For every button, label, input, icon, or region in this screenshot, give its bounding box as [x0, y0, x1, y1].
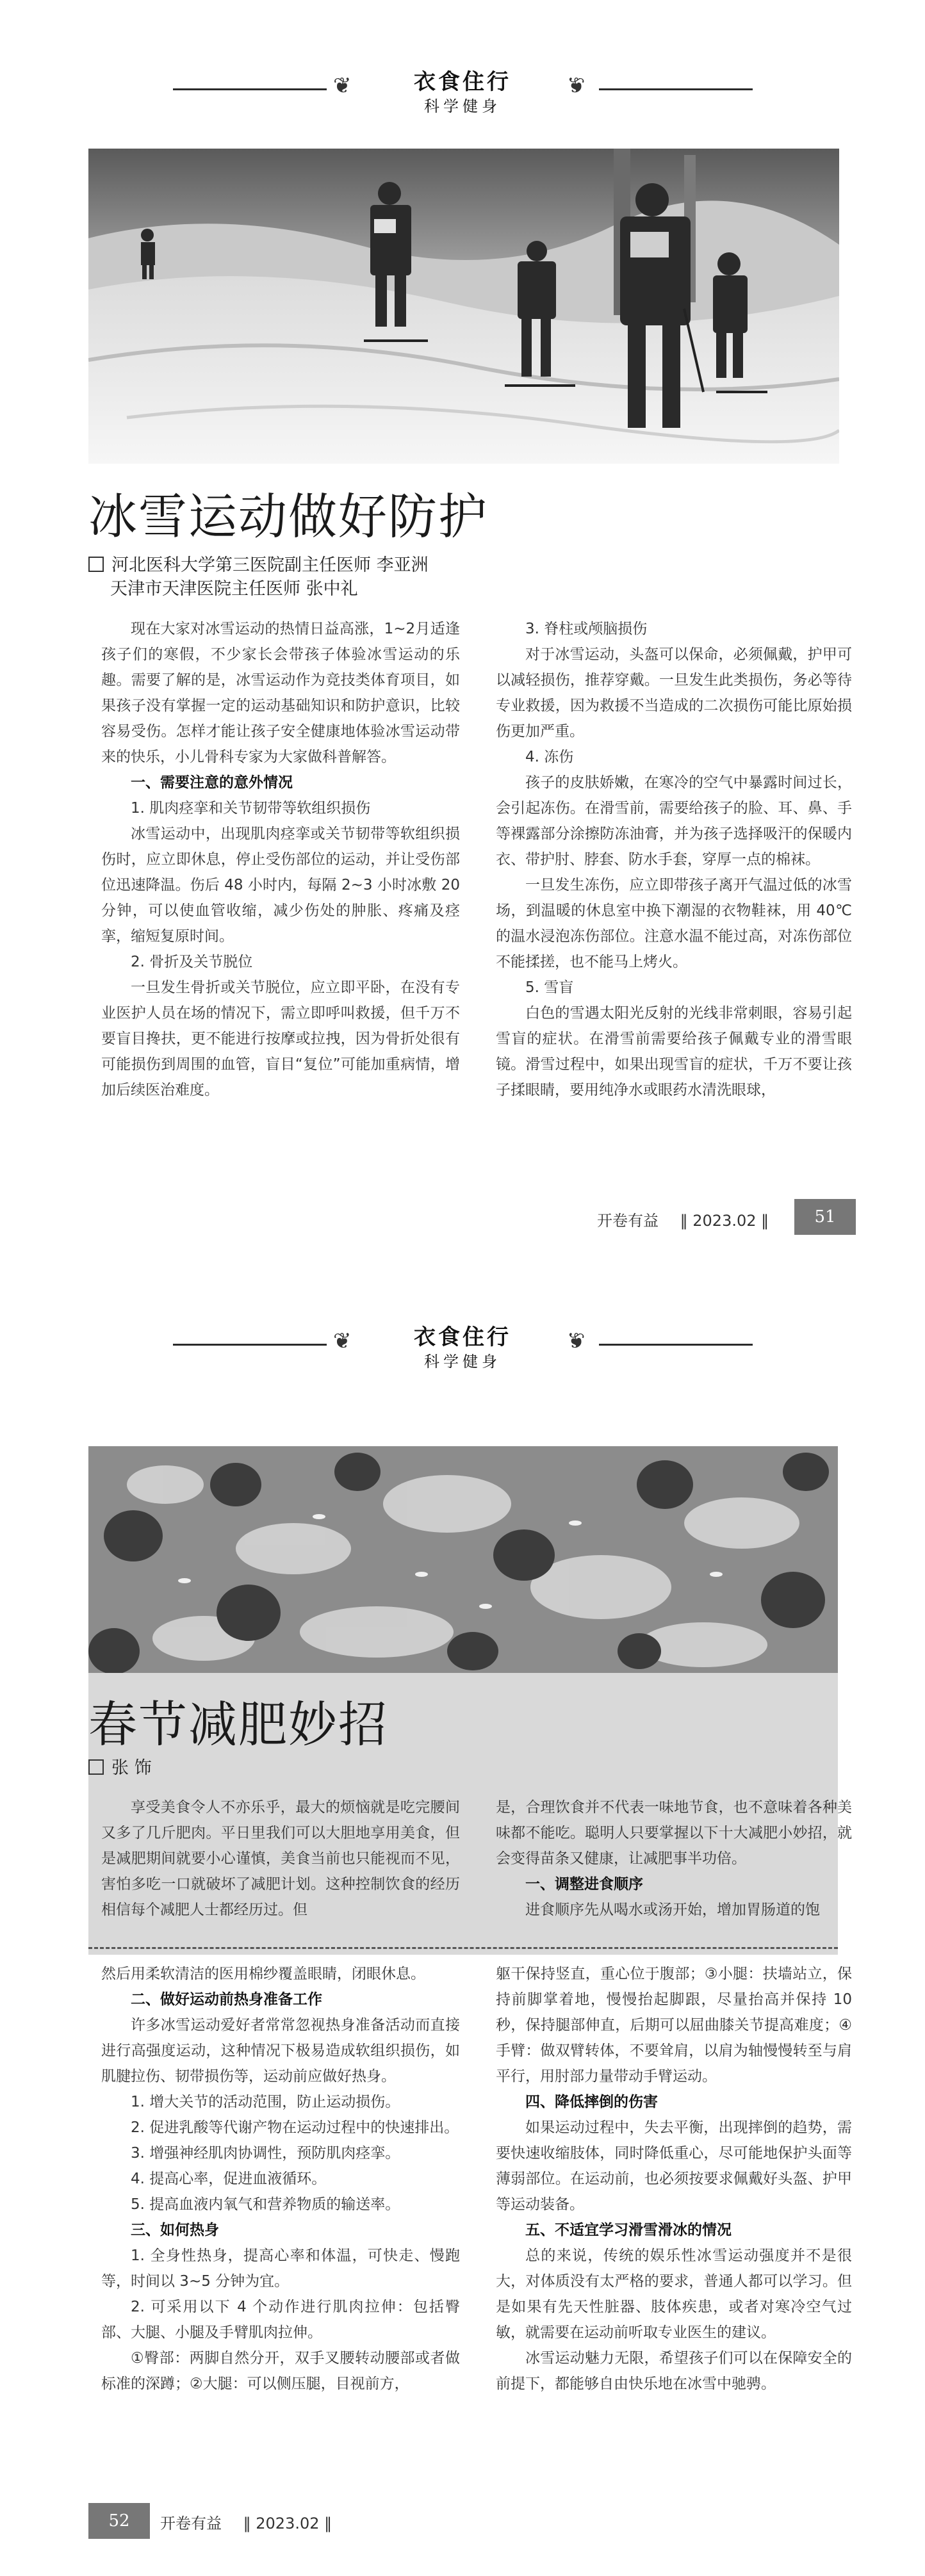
article2-author: 张 饰	[88, 1756, 152, 1780]
article1-title: 冰雪运动做好防护	[88, 488, 488, 545]
skiing-photo	[88, 149, 839, 464]
paragraph: 对于冰雪运动，头盔可以保命，必须佩戴，护甲可以减轻损伤，推荐穿戴。一旦发生此类损伤，务必等待专业救援，因为救援不当造成的二次损伤可能比原始损伤更加严重。	[496, 646, 852, 740]
magazine-name: 开卷有益	[160, 2515, 222, 2532]
column-title: 衣食住行	[414, 69, 511, 95]
section-heading: 二、做好运动前热身准备工作	[131, 1991, 322, 2008]
section-heading: 五、不适宜学习滑雪滑冰的情况	[525, 2222, 732, 2238]
paragraph: 躯干保持竖直，重心位于腹部；③小腿：扶墙站立，保持前脚掌着地，慢慢抬起脚跟，尽量抬高并保持 10 秒，保持腿部伸直，后期可以屈曲膝关节提高难度；④手臂：做双臂转体，不要耸肩，以肩为轴慢慢转至与肩平行，用肘部力量带动手臂运动。	[496, 1966, 852, 2085]
article2-intro-left	[101, 1795, 460, 1923]
section-heading: 三、如何热身	[131, 2222, 219, 2238]
subheading: 2. 骨折及关节脱位	[131, 954, 253, 970]
issue-number: ‖ 2023.02 ‖	[680, 1212, 769, 1230]
subheading: 2. 促进乳酸等代谢产物在运动过程中的快速排出。	[131, 2119, 459, 2136]
paragraph: 总的来说，传统的娱乐性冰雪运动强度并不是很大，对体质没有太严格的要求，普通人都可以学习。但是如果有先天性脏器、肢体疾患，或者对寒冷空气过敏，就需要在运动前听取专业医生的建议。	[496, 2247, 852, 2341]
page-number-51: 51	[794, 1199, 856, 1235]
cut-line	[88, 1947, 838, 1949]
paragraph: 一旦发生冻伤，应立即带孩子离开气温过低的冰雪场，到温暖的休息室中换下潮湿的衣物鞋袜，用 40℃的温水浸泡冻伤部位。注意水温不能过高，对冻伤部位不能揉搓，也不能马上烤火。	[496, 877, 852, 970]
checkbox-icon	[88, 557, 104, 572]
ornament-left-icon: ❦	[333, 73, 352, 99]
grains-photo	[88, 1446, 838, 1673]
author-line-2: 天津市天津医院主任医师 张中礼	[110, 579, 358, 599]
paragraph: 许多冰雪运动爱好者常常忽视热身准备活动而直接进行高强度运动，这种情况下极易造成软组织损伤，如肌腱拉伤、韧带损伤等，运动前应做好热身。	[101, 2017, 460, 2085]
article1-left-column	[101, 616, 460, 1103]
paragraph: 然后用柔软清洁的医用棉纱覆盖眼睛，闭眼休息。	[101, 1966, 425, 1982]
paragraph: 孩子的皮肤娇嫩，在寒冷的空气中暴露时间过长，会引起冻伤。在滑雪前，需要给孩子的脸、耳、鼻、手等裸露部分涂擦防冻油膏，并为孩子选择吸汗的保暖内衣、带护肘、脖套、防水手套，穿厚一点的棉袜。	[496, 774, 852, 868]
paragraph: 现在大家对冰雪运动的热情日益高涨，1~2月适逢孩子们的寒假，不少家长会带孩子体验冰雪运动的乐趣。需要了解的是，冰雪运动作为竞技类体育项目，如果孩子没有掌握一定的运动基础知识和防护意识，比较容易受伤。怎样才能让孩子安全健康地体验冰雪运动带来的快乐，小儿骨科专家为大家做科普解答。	[101, 621, 460, 765]
column-title: 衣食住行	[414, 1325, 511, 1350]
ornament-left-icon: ❦	[333, 1328, 352, 1354]
subheading: 3. 增强神经肌肉协调性，预防肌肉痉挛。	[131, 2145, 400, 2162]
subheading: 5. 雪盲	[525, 979, 574, 996]
paragraph: 一旦发生骨折或关节脱位，应立即平卧，在没有专业医护人员在场的情况下，需立即呼叫救援，但千万不要盲目搀扶，更不能进行按摩或拉拽，因为骨折处很有可能损伤到周围的血管，盲目“复位”可能加重病情，增加后续医治难度。	[101, 979, 460, 1098]
ornament-right-icon: ❦	[567, 73, 585, 99]
paragraph: 享受美食令人不亦乐乎，最大的烦恼就是吃完腰间又多了几斤肥肉。平日里我们可以大胆地享用美食，但是减肥期间就要小心谨慎，美食当前也只能视而不见，害怕多吃一口就破坏了减肥计划。这种控制饮食的经历相信每个减肥人士都经历过。但	[101, 1799, 460, 1918]
subheading: 2. 可采用以下 4 个动作进行肌肉拉伸：包括臀部、大腿、小腿及手臂肌肉拉伸。	[101, 2299, 460, 2341]
paragraph: 冰雪运动魅力无限，希望孩子们可以在保障安全的前提下，都能够自由快乐地在冰雪中驰骋。	[496, 2350, 852, 2392]
paragraph: 如果运动过程中，失去平衡，出现摔倒的趋势，需要快速收缩肢体，同时降低重心，尽可能地保护头面等薄弱部位。在运动前，也必须按要求佩戴好头盔、护甲等运动装备。	[496, 2119, 852, 2213]
article1-author	[88, 553, 429, 601]
subheading: ①臀部：两脚自然分开，双手叉腰转动腰部或者做标准的深蹲；②大腿：可以侧压腿，目视前方，	[101, 2350, 460, 2392]
article2-left-column	[101, 1961, 460, 2397]
subheading: 1. 全身性热身，提高心率和体温，可快走、慢跑等，时间以 3~5 分钟为宜。	[101, 2247, 460, 2290]
subheading: 1. 增大关节的活动范围，防止运动损伤。	[131, 2094, 400, 2110]
subheading: 1. 肌肉痉挛和关节韧带等软组织损伤	[131, 800, 371, 817]
subheading: 3. 脊柱或颅脑损伤	[525, 621, 648, 637]
article2-right-column	[496, 1961, 852, 2397]
subheading: 4. 提高心率，促进血液循环。	[131, 2171, 327, 2187]
paragraph: 进食顺序先从喝水或汤开始，增加胃肠道的饱	[525, 1902, 820, 1918]
page52-footer	[160, 2511, 332, 2533]
page52-header	[0, 1307, 925, 1383]
section-heading: 一、需要注意的意外情况	[131, 774, 293, 791]
page51-footer	[597, 1208, 769, 1230]
page51-header	[0, 51, 925, 128]
magazine-name: 开卷有益	[597, 1212, 659, 1230]
article2-intro-right	[496, 1795, 852, 1923]
article1-right-column	[496, 616, 852, 1103]
section-title: 科学健身	[424, 1353, 501, 1371]
paragraph: 是，合理饮食并不代表一味地节食，也不意味着各种美味都不能吃。聪明人只要掌握以下十大减肥小妙招，就会变得苗条又健康，让减肥事半功倍。	[496, 1799, 852, 1867]
checkbox-icon	[88, 1759, 104, 1775]
issue-number: ‖ 2023.02 ‖	[243, 2515, 332, 2532]
subheading: 5. 提高血液内氧气和营养物质的输送率。	[131, 2196, 400, 2213]
section-title: 科学健身	[424, 97, 501, 115]
paragraph: 冰雪运动中，出现肌肉痉挛或关节韧带等软组织损伤时，应立即休息，停止受伤部位的运动，并让受伤部位迅速降温。伤后 48 小时内，每隔 2~3 小时冰敷 20 分钟，可以使血管收缩，减少伤处的肿胀、疼痛及痉挛，缩短复原时间。	[101, 826, 460, 945]
page-number-52: 52	[88, 2503, 150, 2539]
subheading: 4. 冻伤	[525, 749, 574, 765]
author-line-1: 河北医科大学第三医院副主任医师 李亚洲	[88, 553, 429, 577]
section-heading: 一、调整进食顺序	[525, 1876, 643, 1893]
paragraph: 白色的雪遇太阳光反射的光线非常刺眼，容易引起雪盲的症状。在滑雪前需要给孩子佩戴专业的滑雪眼镜。滑雪过程中，如果出现雪盲的症状，千万不要让孩子揉眼睛，要用纯净水或眼药水清洗眼球，	[496, 1005, 852, 1098]
article2-title: 春节减肥妙招	[88, 1696, 388, 1753]
ornament-right-icon: ❦	[567, 1328, 585, 1354]
section-heading: 四、降低摔倒的伤害	[525, 2094, 658, 2110]
